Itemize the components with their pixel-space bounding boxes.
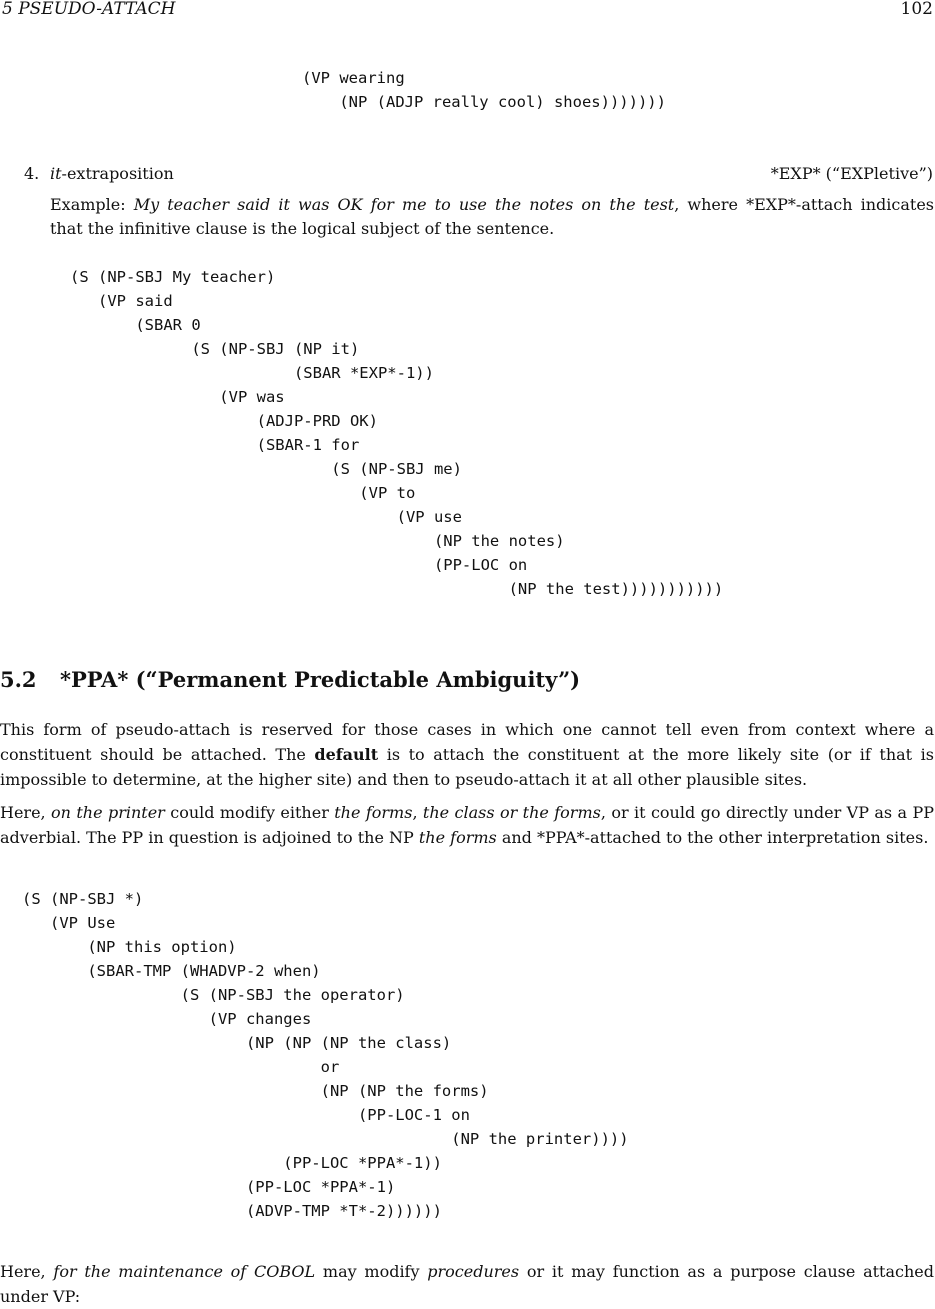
tree-line: (S (NP-SBJ the operator) [22, 986, 405, 1004]
para-text: or it may function as a purpose clause attached under VP: [0, 1262, 934, 1306]
tree-line: (SBAR 0 [70, 316, 201, 334]
section-heading [0, 667, 580, 692]
tree-line: (SBAR-1 for [70, 436, 360, 454]
tree-line: (ADVP-TMP *T*-2)))))) [22, 1202, 442, 1220]
italic-phrase: the forms [334, 803, 413, 822]
tree-line: (VP to [70, 484, 416, 502]
paragraph [0, 717, 934, 792]
italic-phrase: the forms [418, 828, 497, 847]
para-text: Here, [0, 1262, 54, 1281]
paragraph [0, 1259, 934, 1309]
tree-line: (VP was [70, 388, 285, 406]
tree-line: (NP (NP the forms) [22, 1082, 489, 1100]
tree-line: (NP (NP (NP the class) [22, 1034, 452, 1052]
para-text: This form of pseudo-attach is reserved for those cases in which one cannot tell even from context where a constituent should be attached. The [0, 720, 934, 764]
running-header: 5 PSEUDO-ATTACH [2, 0, 176, 19]
section-number: 5.2 [0, 667, 37, 692]
paragraph [0, 800, 934, 850]
para-text: Here, [0, 803, 52, 822]
example-rest: , where *EXP*-attach indicates [674, 195, 935, 214]
tree-line: (NP the test))))))))))) [70, 580, 724, 598]
para-text: is to attach the constituent at the more likely site (or if that is impossible to determine, at the higher site) and then to pseudo-attach it at all other plausible sites. [0, 745, 934, 789]
italic-phrase: on the printer [51, 803, 165, 822]
tree-line: (NP the printer)))) [22, 1130, 629, 1148]
example-line-2: that the infinitive clause is the logical subject of the sentence. [50, 219, 555, 238]
para-text: and *PPA*-attached to the other interpretation sites. [496, 828, 929, 847]
list-item-label [50, 164, 174, 183]
italic-phrase: the class or the forms [422, 803, 601, 822]
tree-line: (PP-LOC *PPA*-1) [22, 1178, 396, 1196]
tree-line: (S (NP-SBJ me) [70, 460, 462, 478]
tree-line: (SBAR-TMP (WHADVP-2 when) [22, 962, 321, 980]
tree-line: (VP Use [22, 914, 116, 932]
tree-line: (NP (ADJP really cool) shoes))))))) [302, 93, 666, 111]
example-sentence: My teacher said it was OK for me to use the notes on the test [133, 195, 675, 214]
section-title: *PPA* (“Permanent Predictable Ambiguity”) [60, 667, 581, 692]
list-item-tag: *EXP* (“EXPletive”) [770, 164, 933, 183]
tree-line: (S (NP-SBJ *) [22, 890, 144, 908]
para-text: may modify [315, 1262, 428, 1281]
tree-line: (VP changes [22, 1010, 312, 1028]
tree-line: (VP use [70, 508, 462, 526]
tree-line: (PP-LOC-1 on [22, 1106, 470, 1124]
para-text: , [412, 803, 423, 822]
tree-line: (NP this option) [22, 938, 237, 956]
example-prefix: Example: [50, 195, 134, 214]
para-text: , or it could go directly under VP as a PP adverbial. The PP in question is adjoined to the NP [0, 803, 934, 847]
italic-phrase: for the maintenance of COBOL [53, 1262, 316, 1281]
tree-line: (VP said [70, 292, 173, 310]
tree-line: or [22, 1058, 340, 1076]
label-italic: it [50, 164, 62, 183]
tree-line: (SBAR *EXP*-1)) [70, 364, 434, 382]
tree-line: (S (NP-SBJ (NP it) [70, 340, 360, 358]
tree-line: (VP wearing [302, 69, 405, 87]
tree-line: (S (NP-SBJ My teacher) [70, 268, 276, 286]
bold-term: default [314, 745, 379, 764]
tree-line: (NP the notes) [70, 532, 565, 550]
page-number: 102 [900, 0, 933, 19]
tree-line: (ADJP-PRD OK) [70, 412, 378, 430]
example-line-1 [50, 195, 934, 214]
para-text: could modify either [164, 803, 335, 822]
label-rest: -extraposition [61, 164, 174, 183]
tree-line: (PP-LOC on [70, 556, 528, 574]
list-item-number: 4. [24, 164, 40, 183]
tree-line: (PP-LOC *PPA*-1)) [22, 1154, 442, 1172]
italic-phrase: procedures [427, 1262, 520, 1281]
